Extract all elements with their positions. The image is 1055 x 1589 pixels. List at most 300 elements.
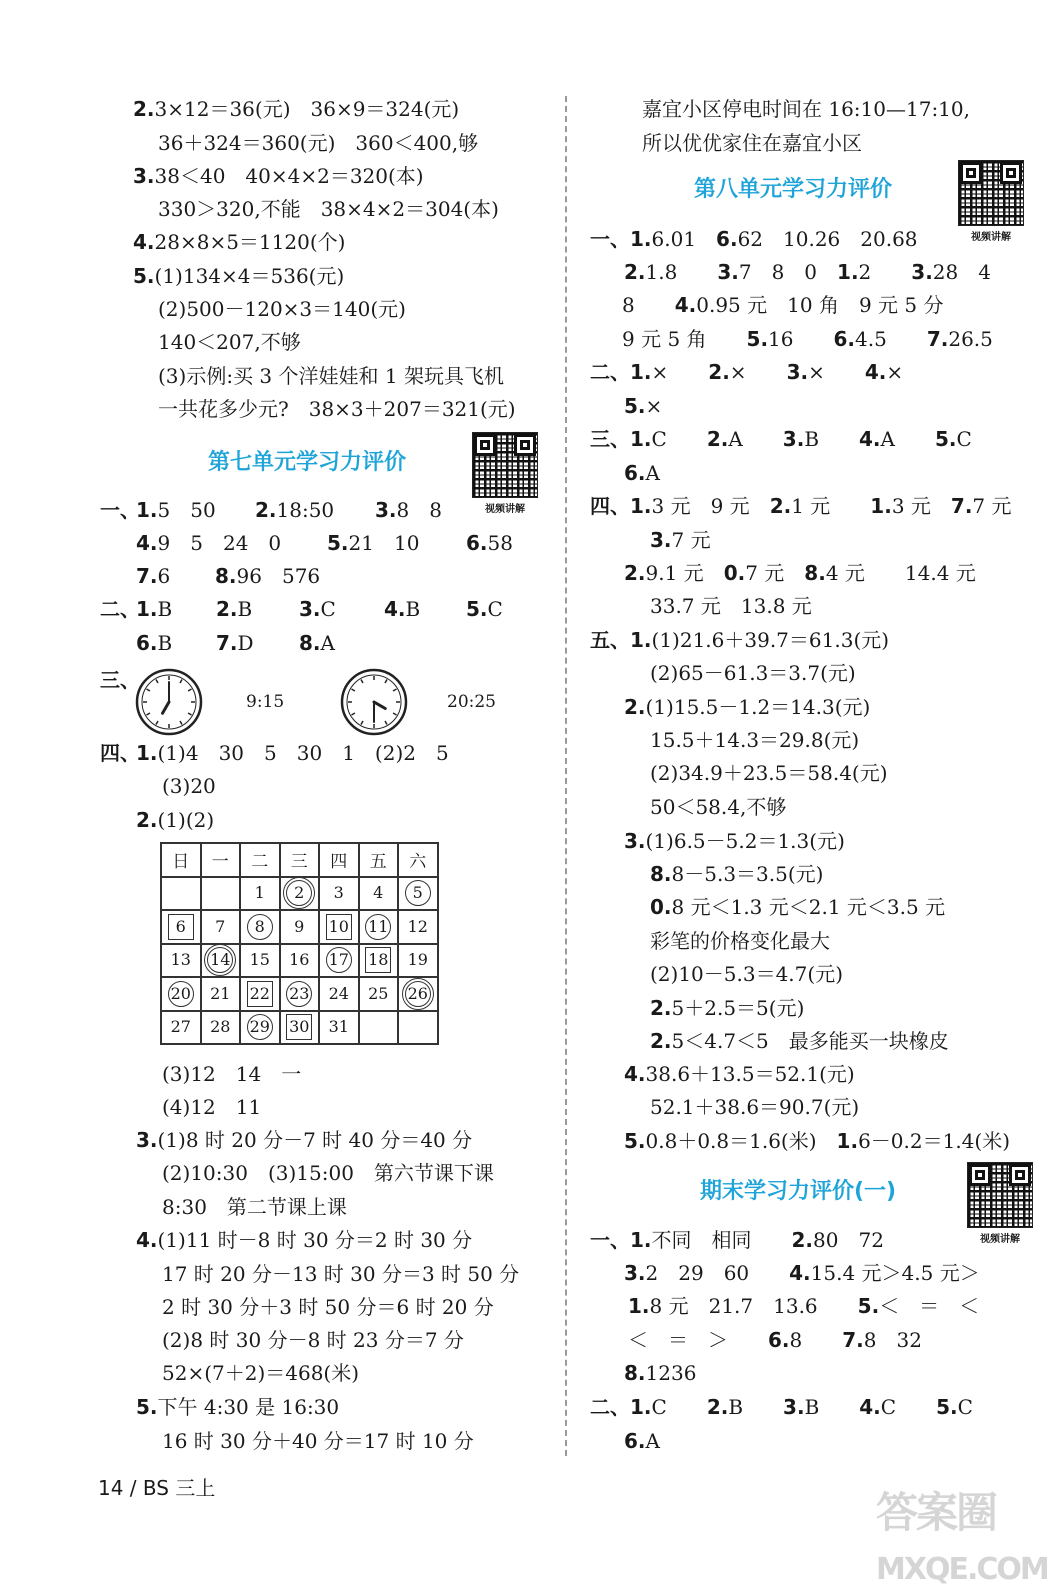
answer-line (162, 1294, 494, 1320)
item-text: 7 元 (671, 528, 711, 552)
item-number: 5. (746, 327, 769, 351)
item-text: C (651, 1395, 707, 1419)
item-number: 3. (133, 164, 155, 188)
item-text: (1)(2) (157, 808, 215, 832)
calendar-day (280, 877, 320, 911)
item-number: 2. (650, 1029, 672, 1053)
calendar-day (161, 1011, 201, 1045)
answer-line (642, 96, 970, 122)
item-number: 5. (934, 427, 957, 451)
item-number: 2. (255, 498, 277, 522)
day-number: 9 (294, 916, 305, 936)
section-title-unit8: 第八单元学习力评价 (694, 177, 893, 202)
answer-line (590, 493, 1012, 519)
item-text: 2 29 60 (645, 1261, 790, 1285)
item-number: 四、1. (590, 494, 652, 518)
marked-day-square: 18 (365, 947, 391, 973)
item-number: 7. (950, 494, 973, 518)
item-number: 2. (624, 561, 646, 585)
answer-line (590, 226, 918, 252)
qr-code-icon (958, 160, 1024, 243)
item-text: (2)8 时 30 分－8 时 23 分＝7 分 (162, 1328, 464, 1352)
answer-line (650, 961, 843, 987)
calendar-day (359, 910, 399, 944)
item-text: 18:50 (276, 498, 335, 522)
item-number: 6. (466, 531, 488, 555)
item-text: (2)65－61.3＝3.7(元) (650, 661, 856, 685)
item-number: 6. (716, 227, 738, 251)
item-text: 5＋2.5＝5(元) (671, 996, 805, 1020)
item-number: 6. (624, 1429, 646, 1453)
answer-line (622, 326, 993, 352)
item-number: 3. (299, 597, 321, 621)
calendar-weekday: 六 (398, 843, 438, 877)
clock-time-label: 20:25 (447, 692, 496, 712)
item-number: 3. (717, 260, 739, 284)
item-text: ＜ ＝ ＞ (628, 1328, 768, 1352)
item-text: A (320, 631, 335, 655)
item-text: × (645, 394, 663, 418)
item-number: 3. (783, 1395, 805, 1419)
calendar-day (359, 944, 399, 978)
item-text: 1 元 (791, 494, 871, 518)
qr-code-icon (472, 432, 538, 515)
answer-line (624, 560, 976, 586)
section-prefix: 一、 (100, 498, 140, 522)
item-text: 8 (622, 293, 675, 317)
item-text: B (728, 1395, 784, 1419)
marked-day-square: 30 (286, 1014, 312, 1040)
marked-day-circle: 29 (247, 1014, 273, 1040)
item-number: 3. (624, 829, 646, 853)
answer-item (375, 497, 442, 523)
item-number: 4. (859, 427, 881, 451)
qr-code-image (958, 160, 1024, 226)
item-text: 9 5 24 0 (157, 531, 282, 555)
item-text: 52.1＋38.6＝90.7(元) (650, 1095, 860, 1119)
calendar-day (161, 944, 201, 978)
item-text: 8－5.3＝3.5(元) (671, 862, 824, 886)
item-number: 三、1. (590, 427, 652, 451)
day-number: 3 (333, 883, 344, 903)
item-number: 3. (786, 360, 809, 384)
watermark-logo: 答案圈 MXQE.COM (876, 1488, 1048, 1587)
item-number: 4. (384, 597, 406, 621)
item-text: (1)4 30 5 30 1 (2)2 5 (157, 741, 449, 765)
item-number: 1. (136, 741, 158, 765)
item-text: 33.7 元 13.8 元 (650, 594, 812, 618)
item-text: 3 元 (891, 494, 951, 518)
item-text: 1236 (645, 1361, 697, 1385)
calendar-day (359, 977, 399, 1011)
item-text: D (237, 631, 254, 655)
day-number: 16 (289, 950, 310, 970)
item-text: C (651, 427, 707, 451)
answer-line (624, 1260, 980, 1286)
calendar-day (398, 877, 438, 911)
answer-line (624, 1428, 660, 1454)
qr-caption: 视频讲解 (971, 232, 1011, 243)
item-number: 4. (859, 1395, 881, 1419)
calendar-weekday: 一 (201, 843, 241, 877)
item-text: 7 8 0 (738, 260, 838, 284)
item-text: B (157, 631, 173, 655)
answer-line (650, 794, 786, 820)
item-number: 8. (215, 564, 237, 588)
answer-line (162, 1360, 359, 1386)
answer-line (158, 130, 478, 156)
answer-line (162, 773, 216, 799)
item-text: (1)11 时－8 时 30 分＝2 时 30 分 (157, 1228, 473, 1252)
item-text: A (880, 427, 935, 451)
item-text: 一共花多少元? 38×3＋207＝321(元) (158, 397, 516, 421)
item-text: 1.8 (645, 260, 718, 284)
item-number: 2. (624, 695, 646, 719)
answer-item (215, 563, 320, 589)
item-number: 3. (136, 1128, 158, 1152)
answer-item (136, 630, 172, 656)
calendar-day (201, 977, 241, 1011)
item-number: 7. (842, 1328, 864, 1352)
answer-line (590, 426, 972, 452)
item-text: 21 10 (348, 531, 420, 555)
answer-line (622, 292, 943, 318)
answer-item (299, 596, 336, 622)
answer-item (384, 596, 420, 622)
item-text: 38.6＋13.5＝52.1(元) (645, 1062, 855, 1086)
marked-day-both: 14 (207, 947, 233, 973)
calendar-day (398, 944, 438, 978)
calendar-day (359, 1011, 399, 1045)
section-title-unit7: 第七单元学习力评价 (208, 450, 407, 475)
calendar-day (319, 1011, 359, 1045)
item-text: 58 (487, 531, 513, 555)
item-text: 52×(7＋2)＝468(米) (162, 1361, 360, 1385)
day-number: 1 (254, 883, 265, 903)
item-text: 15.5＋14.3＝29.8(元) (650, 728, 860, 752)
item-text: 8 元＜1.3 元＜2.1 元＜3.5 元 (671, 895, 946, 919)
item-number: 7. (136, 564, 158, 588)
answer-line (133, 263, 344, 289)
answer-line (650, 894, 945, 920)
day-number: 25 (368, 983, 389, 1003)
qr-code-image (472, 432, 538, 498)
answer-line (590, 1227, 884, 1253)
item-number: 5. (936, 1395, 958, 1419)
item-text: 嘉宜小区停电时间在 16:10—17:10, (642, 97, 970, 121)
day-number: 7 (215, 916, 226, 936)
answer-item (136, 596, 172, 622)
item-text: A (645, 461, 660, 485)
item-number: 8. (624, 1361, 646, 1385)
item-number: 一、1. (590, 1228, 652, 1252)
marked-day-circle: 20 (168, 981, 194, 1007)
item-number: 3. (624, 1261, 646, 1285)
item-text: (3)20 (162, 774, 216, 798)
item-text: 17 时 20 分－13 时 30 分＝3 时 50 分 (162, 1262, 520, 1286)
answer-line (162, 1194, 347, 1220)
item-text: 6－0.2＝1.4(米) (858, 1129, 1011, 1153)
item-text: 2 (858, 260, 912, 284)
answer-line (136, 740, 449, 766)
answer-line (162, 1428, 474, 1454)
item-number: 2. (706, 1395, 729, 1419)
calendar-day (398, 977, 438, 1011)
calendar-day (398, 910, 438, 944)
item-text: B (237, 597, 253, 621)
item-text: 2 时 30 分＋3 时 50 分＝6 时 20 分 (162, 1295, 494, 1319)
item-number: 3. (911, 260, 933, 284)
item-text: (2)10－5.3＝4.7(元) (650, 962, 843, 986)
item-text: 6.01 (651, 227, 717, 251)
item-text: 8 32 (863, 1328, 922, 1352)
calendar-day (280, 977, 320, 1011)
answer-line (650, 1094, 859, 1120)
calendar-day (359, 877, 399, 911)
answer-line (624, 1360, 696, 1386)
item-number: 8. (804, 561, 826, 585)
item-text: 96 576 (236, 564, 321, 588)
calendar-row (161, 1011, 438, 1045)
marked-day-square: 22 (247, 981, 273, 1007)
item-text: 0.95 元 10 角 9 元 5 分 (696, 293, 944, 317)
calendar-day (201, 910, 241, 944)
item-number: 4. (674, 293, 697, 317)
answer-line (158, 363, 504, 389)
answer-line (136, 1227, 472, 1253)
answer-line (650, 527, 711, 553)
marked-day-square: 10 (326, 914, 352, 940)
day-number: 28 (210, 1017, 231, 1037)
item-text: C (320, 597, 336, 621)
day-number: 24 (328, 983, 349, 1003)
item-text: 38＜40 40×4×2＝320(本) (154, 164, 424, 188)
item-number: 2. (769, 494, 792, 518)
item-text: C (957, 1395, 973, 1419)
section-prefix: 四、 (100, 741, 140, 765)
item-text: × (651, 360, 709, 384)
calendar-table (160, 842, 439, 1045)
item-number: 6. (833, 327, 856, 351)
answer-line (158, 329, 301, 355)
calendar-weekday: 二 (240, 843, 280, 877)
item-text: (1)15.5－1.2＝14.3(元) (645, 695, 871, 719)
answer-line (136, 1127, 472, 1153)
item-text: (4)12 11 (162, 1095, 262, 1119)
answer-line (590, 627, 889, 653)
item-text: 36＋324＝360(元) 360＜400,够 (158, 131, 479, 155)
item-text: 7 元 (745, 561, 805, 585)
calendar-day (240, 910, 280, 944)
qr-caption: 视频讲解 (485, 504, 525, 515)
calendar-weekday: 日 (161, 843, 201, 877)
marked-day-circle: 17 (326, 947, 352, 973)
item-number: 2. (706, 427, 729, 451)
calendar-day (319, 910, 359, 944)
item-number: 一、1. (590, 227, 652, 251)
answer-line (650, 727, 859, 753)
item-number: 五、1. (590, 628, 652, 652)
marked-day-circle: 5 (405, 880, 431, 906)
answer-line (650, 760, 888, 786)
item-text: ＜ ＝ ＜ (879, 1294, 980, 1318)
calendar-day (240, 977, 280, 1011)
item-number: 4. (624, 1062, 646, 1086)
item-text: (3)示例:买 3 个洋娃娃和 1 架玩具飞机 (158, 364, 504, 388)
item-number: 0. (723, 561, 746, 585)
item-text: A (728, 427, 783, 451)
item-text: 4 元 14.4 元 (825, 561, 976, 585)
item-text: 15.4 元＞4.5 元＞ (810, 1261, 980, 1285)
answer-item (216, 596, 252, 622)
answer-line (590, 359, 903, 385)
item-text: (1)6.5－5.2＝1.3(元) (645, 829, 845, 853)
item-number: 4. (133, 230, 155, 254)
day-number: 31 (328, 1017, 349, 1037)
item-number: 2. (136, 808, 158, 832)
day-number: 4 (373, 883, 384, 903)
column-divider (565, 96, 567, 1456)
item-number: 2. (133, 97, 155, 121)
item-number: 8. (299, 631, 321, 655)
answer-item (327, 530, 419, 556)
item-text: B (804, 427, 860, 451)
calendar-day (161, 977, 201, 1011)
item-number: 7. (216, 631, 238, 655)
item-text: 彩笔的价格变化最大 (650, 929, 830, 953)
answer-line (162, 1160, 494, 1186)
answer-line (158, 296, 406, 322)
answer-line (158, 396, 516, 422)
item-number: 3. (650, 528, 672, 552)
item-text: (1)8 时 20 分－7 时 40 分＝40 分 (157, 1128, 473, 1152)
item-number: 2. (216, 597, 238, 621)
item-number: 4. (789, 1261, 811, 1285)
calendar-day (319, 944, 359, 978)
calendar-row (161, 877, 438, 911)
calendar-day (161, 910, 201, 944)
item-number: 3. (375, 498, 397, 522)
item-number: 4. (136, 531, 158, 555)
answer-item (466, 530, 513, 556)
answer-line (624, 259, 991, 285)
item-number: 4. (864, 360, 887, 384)
answer-line (162, 1261, 519, 1287)
answer-line (133, 229, 345, 255)
item-number: 6. (768, 1328, 790, 1352)
answer-line (133, 163, 424, 189)
clock-face-icon (340, 668, 408, 736)
calendar-weekday: 四 (319, 843, 359, 877)
day-number: 13 (170, 950, 191, 970)
item-number: 2. (650, 996, 672, 1020)
answer-item (216, 630, 254, 656)
marked-day-both: 26 (405, 981, 431, 1007)
marked-day-circle: 11 (365, 914, 391, 940)
item-number: 8. (650, 862, 672, 886)
day-number: 27 (170, 1017, 191, 1037)
clock-face-icon (135, 668, 203, 736)
item-text: 9 元 5 角 (622, 327, 747, 351)
answer-line (158, 196, 499, 222)
section-prefix: 二、 (100, 597, 140, 621)
item-text: 6 (157, 564, 171, 588)
answer-line (650, 593, 812, 619)
item-text: B (804, 1395, 860, 1419)
item-text: 7 元 (972, 494, 1012, 518)
calendar-day (280, 910, 320, 944)
calendar-weekday: 五 (359, 843, 399, 877)
calendar-day (201, 877, 241, 911)
section-title-final: 期末学习力评价(一) (700, 1179, 897, 1204)
item-text: 3×12＝36(元) 36×9＝324(元) (154, 97, 460, 121)
marked-day-both: 2 (286, 880, 312, 906)
item-text: 330＞320,不能 38×4×2＝304(本) (158, 197, 499, 221)
answer-line (650, 1028, 949, 1054)
answer-line (624, 393, 662, 419)
item-text: 0.8＋0.8＝1.6(米) (645, 1129, 837, 1153)
item-text: (1)134×4＝536(元) (154, 264, 345, 288)
answer-line (136, 1394, 339, 1420)
item-number: 5. (857, 1294, 880, 1318)
item-number: 2. (624, 260, 646, 284)
calendar-day (398, 1011, 438, 1045)
item-text: × (729, 360, 787, 384)
item-text: 5＜4.7＜5 最多能买一块橡皮 (671, 1029, 949, 1053)
calendar-weekday: 三 (280, 843, 320, 877)
item-number: 二、1. (590, 1395, 652, 1419)
marked-day-circle: 23 (286, 981, 312, 1007)
answer-line (624, 1061, 855, 1087)
item-number: 1. (870, 494, 892, 518)
answer-line (628, 1327, 922, 1353)
item-number: 5. (136, 1395, 158, 1419)
section-prefix: 三、 (100, 668, 140, 692)
item-text: (3)12 14 一 (162, 1062, 302, 1086)
item-text: 28 4 (932, 260, 991, 284)
clock-time-label: 9:15 (246, 692, 285, 712)
item-text: 下午 4:30 是 16:30 (157, 1395, 340, 1419)
item-number: 2. (791, 1228, 814, 1252)
item-number: 4. (136, 1228, 158, 1252)
answer-line (650, 995, 804, 1021)
answer-item (136, 530, 281, 556)
calendar-row (161, 944, 438, 978)
qr-code-icon (967, 1162, 1033, 1245)
item-text: 80 72 (813, 1228, 884, 1252)
answer-line (133, 96, 459, 122)
item-text: 4.5 (855, 327, 927, 351)
item-text: × (808, 360, 865, 384)
item-number: 5. (466, 597, 488, 621)
item-number: 5. (133, 264, 155, 288)
calendar-day (201, 1011, 241, 1045)
item-text: 8 8 (396, 498, 442, 522)
item-text: × (886, 360, 904, 384)
marked-day-square: 6 (168, 914, 194, 940)
calendar-row (161, 910, 438, 944)
item-number: 1. (136, 498, 158, 522)
calendar-day (161, 877, 201, 911)
answer-line (642, 130, 862, 156)
item-text: 8:30 第二节课上课 (162, 1195, 347, 1219)
item-number: 0. (650, 895, 672, 919)
answer-item (136, 497, 216, 523)
item-text: 26.5 (948, 327, 993, 351)
answer-item (136, 563, 170, 589)
calendar-day (201, 944, 241, 978)
item-number: 1. (628, 1294, 650, 1318)
